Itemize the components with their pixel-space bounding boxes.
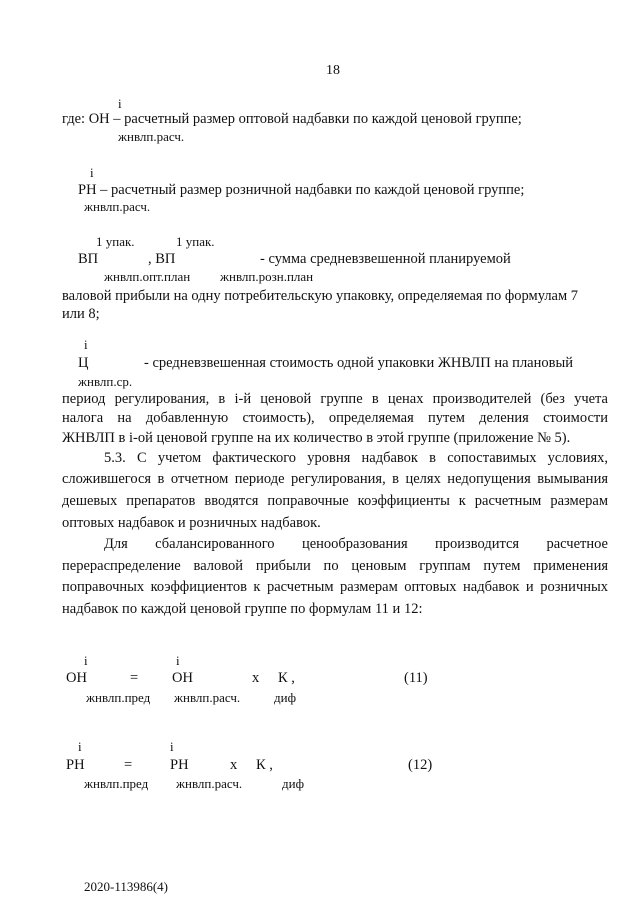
def4-line-3: ЖНВЛП в i-ой ценовой группе на их количество в этой группе (приложение № 5).	[62, 430, 571, 446]
formula12-subscript-k: диф	[282, 776, 304, 791]
formula12-subscript-left: жнвлп.пред	[84, 776, 149, 791]
formula11-superscript-right: i	[176, 653, 180, 668]
formula11-subscript-k: диф	[274, 690, 296, 705]
para-5-3-line-2: сложившегося в отчетном периоде регулирования, в целях недопущения вымывания	[62, 471, 608, 487]
formula12-times: х	[230, 757, 238, 773]
def4-description: - средневзвешенная стоимость одной упаковки ЖНВЛП на плановый	[144, 355, 573, 371]
formula12-equals: =	[124, 757, 133, 773]
formula12-superscript-left: i	[78, 739, 82, 754]
para-5-3-line-1: 5.3. С учетом фактического уровня надбавок в сопоставимых условиях,	[104, 450, 608, 466]
formula12-lhs: РН	[66, 757, 85, 773]
para-balance-line-2: перераспределение валовой прибыли по ценовым группам путем применения	[62, 558, 608, 574]
def2-subscript: жнвлп.расч.	[84, 199, 151, 214]
formula11-times: х	[252, 670, 260, 686]
page-number: 18	[326, 63, 340, 78]
def4-line-1: период регулирования, в i-й ценовой группе в ценах производителей (без учета	[62, 391, 608, 407]
def2-superscript: i	[90, 165, 94, 180]
formula11-subscript-left: жнвлп.пред	[86, 690, 151, 705]
formula11-coefficient: К ,	[278, 670, 295, 686]
def3-subscript-1: жнвлп.опт.план	[104, 269, 191, 284]
def3-description: - сумма средневзвешенной планируемой	[260, 251, 511, 267]
def1-text: где: ОН – расчетный размер оптовой надбавки по каждой ценовой группе;	[62, 111, 522, 127]
formula12-subscript-right: жнвлп.расч.	[176, 776, 243, 791]
para-balance-line-1: Для сбалансированного ценообразования производится расчетное	[104, 536, 608, 552]
def3-subscript-2: жнвлп.розн.план	[220, 269, 314, 284]
para-balance-line-3: поправочных коэффициентов к расчетным размерам оптовых надбавок и розничных	[62, 579, 608, 595]
def3-continuation-1: валовой прибыли на одну потребительскую упаковку, определяемая по формулам 7	[62, 288, 579, 304]
def4-line-2: налога на добавленную стоимость), определяемая путем деления стоимости	[62, 410, 608, 426]
def4-symbol: Ц	[78, 355, 89, 371]
def2-text: РН – расчетный размер розничной надбавки по каждой ценовой группе;	[78, 182, 525, 198]
def3-superscript-1: 1 упак.	[96, 234, 135, 249]
formula11-equals: =	[130, 670, 139, 686]
formula12-number: (12)	[408, 757, 433, 773]
formula11-superscript-left: i	[84, 653, 88, 668]
def3-continuation-2: или 8;	[62, 306, 100, 322]
para-balance-line-4: надбавок по каждой ценовой группе по формулам 11 и 12:	[62, 601, 423, 617]
formula11-lhs: ОН	[66, 670, 87, 686]
def1-superscript: i	[118, 96, 122, 111]
def3-superscript-2: 1 упак.	[176, 234, 215, 249]
formula11-number: (11)	[404, 670, 428, 686]
def1-subscript: жнвлп.расч.	[118, 129, 185, 144]
def4-superscript: i	[84, 337, 88, 352]
def3-symbol-1: ВП	[78, 251, 99, 267]
formula12-coefficient: К ,	[256, 757, 273, 773]
formula11-subscript-right: жнвлп.расч.	[174, 690, 241, 705]
formula12-rhs: РН	[170, 757, 189, 773]
def4-subscript: жнвлп.ср.	[78, 374, 133, 389]
para-5-3-line-4: оптовых надбавок и розничных надбавок.	[62, 515, 321, 531]
formula11-rhs: ОН	[172, 670, 193, 686]
para-5-3-line-3: дешевых препаратов вводятся поправочные коэффициенты к расчетным размерам	[62, 493, 608, 509]
formula12-superscript-right: i	[170, 739, 174, 754]
def3-symbol-2: , ВП	[148, 251, 176, 267]
footer-document-code: 2020-113986(4)	[84, 879, 169, 894]
